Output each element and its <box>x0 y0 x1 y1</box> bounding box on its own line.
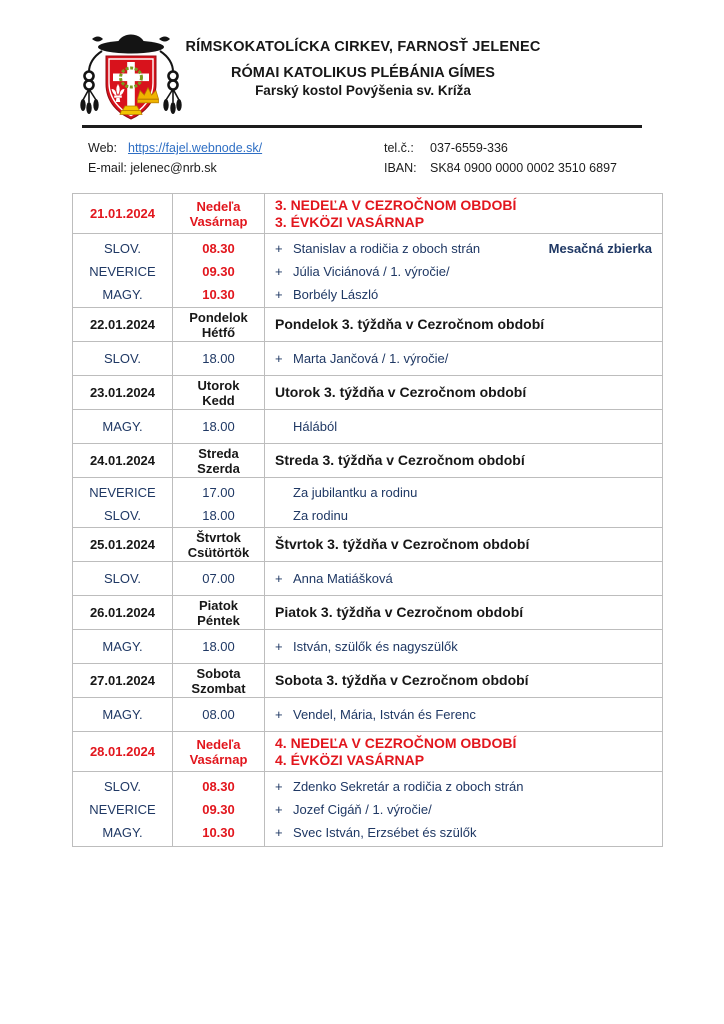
mass-intention: Vendel, Mária, István és Ferenc <box>293 707 476 722</box>
mass-intention: Hálából <box>293 419 338 434</box>
email-label: E-mail: <box>88 161 127 175</box>
iban-value: SK84 0900 0000 0002 3510 6897 <box>430 161 617 175</box>
schedule-day-header-row <box>73 308 662 342</box>
plus-sign: + <box>275 639 283 654</box>
plus-sign: + <box>275 779 283 794</box>
intention-cell <box>265 562 662 595</box>
place-cell <box>73 234 173 307</box>
schedule-day-header-row <box>73 444 662 478</box>
time-cell <box>173 234 265 307</box>
feast-title-sk: Štvrtok 3. týždňa v Cezročnom období <box>275 536 530 552</box>
schedule-mass-row <box>73 410 662 444</box>
mass-time: 10.30 <box>202 825 235 840</box>
tel-value: 037-6559-336 <box>430 141 508 155</box>
plus-sign: + <box>275 287 283 302</box>
mass-intention-line <box>265 481 662 504</box>
mass-intention: Stanislav a rodičia z oboch strán <box>293 241 481 256</box>
mass-time: 17.00 <box>202 485 235 500</box>
time-cell <box>173 478 265 527</box>
feast-title-sk: Streda 3. týždňa v Cezročnom období <box>275 452 525 468</box>
mass-time: 09.30 <box>202 802 235 817</box>
place-cell <box>73 772 173 846</box>
time-cell <box>173 772 265 846</box>
place-cell <box>73 478 173 527</box>
day-name-sk: Pondelok <box>189 309 248 325</box>
date-cell: 26.01.2024 <box>73 596 173 629</box>
mass-schedule-table <box>72 193 663 847</box>
plus-sign: + <box>275 264 283 279</box>
schedule-mass-row <box>73 772 662 846</box>
time-cell: 18.00 <box>173 630 265 663</box>
date-cell: 21.01.2024 <box>73 194 173 233</box>
mass-place: MAGY. <box>102 825 143 840</box>
plus-sign: + <box>275 825 283 840</box>
day-name-hu: Vasárnap <box>189 751 248 767</box>
time-cell: 18.00 <box>173 410 265 443</box>
mass-intention: Jozef Cigáň / 1. výročie/ <box>293 802 432 817</box>
day-name-sk: Sobota <box>196 665 241 681</box>
day-name-sk: Piatok <box>198 597 238 613</box>
date-cell: 23.01.2024 <box>73 376 173 409</box>
day-name-sk: Štvrtok <box>196 529 241 545</box>
parish-name-hungarian: RÓMAI KATOLIKUS PLÉBÁNIA GÍMES <box>231 65 495 81</box>
day-name-hu: Csütörtök <box>187 544 250 560</box>
place-cell: MAGY. <box>73 630 173 663</box>
feast-title-sk: Utorok 3. týždňa v Cezročnom období <box>275 384 527 400</box>
date-cell: 28.01.2024 <box>73 732 173 771</box>
mass-intention-line <box>265 260 662 283</box>
place-cell: SLOV. <box>73 562 173 595</box>
day-cell <box>173 596 265 629</box>
time-cell: 18.00 <box>173 342 265 375</box>
mass-intention: Za rodinu <box>293 508 348 523</box>
feast-title-sk: 3. NEDEĽA V CEZROČNOM OBDOBÍ <box>275 196 517 213</box>
place-cell: MAGY. <box>73 410 173 443</box>
feast-title-hu: 4. ÉVKÖZI VASÁRNAP <box>275 751 425 768</box>
mass-intention-line <box>265 237 662 260</box>
intention-cell <box>265 772 662 846</box>
feast-cell <box>265 528 662 561</box>
feast-title-hu: 3. ÉVKÖZI VASÁRNAP <box>275 213 425 230</box>
day-cell <box>173 194 265 233</box>
mass-place: NEVERICE <box>89 802 156 817</box>
day-name-hu: Hétfő <box>201 324 236 340</box>
intention-cell <box>265 630 662 663</box>
schedule-mass-row <box>73 478 662 528</box>
feast-title-sk: 4. NEDEĽA V CEZROČNOM OBDOBÍ <box>275 734 517 751</box>
feast-cell <box>265 376 662 409</box>
plus-sign: + <box>275 707 283 722</box>
day-cell <box>173 528 265 561</box>
schedule-day-header-row <box>73 664 662 698</box>
church-name: Farský kostol Povýšenia sv. Kríža <box>255 83 471 98</box>
mass-intention-line <box>265 798 662 821</box>
iban-label: IBAN: <box>384 161 417 175</box>
day-cell <box>173 444 265 477</box>
mass-intention: István, szülők és nagyszülők <box>293 639 458 654</box>
mass-intention: Zdenko Sekretár a rodičia z oboch strán <box>293 779 524 794</box>
mass-intention-line <box>265 283 662 306</box>
feast-cell <box>265 444 662 477</box>
schedule-mass-row <box>73 342 662 376</box>
place-cell: SLOV. <box>73 342 173 375</box>
plus-sign: + <box>275 802 283 817</box>
mass-place: MAGY. <box>102 287 143 302</box>
iban-line <box>384 158 617 178</box>
intention-cell <box>265 342 662 375</box>
mass-time: 18.00 <box>202 508 235 523</box>
intention-cell <box>265 698 662 731</box>
schedule-day-header-row <box>73 376 662 410</box>
mass-intention: Júlia Viciánová / 1. výročie/ <box>293 264 450 279</box>
intention-cell <box>265 410 662 443</box>
time-cell: 07.00 <box>173 562 265 595</box>
date-cell: 22.01.2024 <box>73 308 173 341</box>
plus-sign: + <box>275 241 283 256</box>
web-label: Web: <box>88 141 117 155</box>
time-cell: 08.00 <box>173 698 265 731</box>
contact-right-column <box>384 138 617 178</box>
mass-time: 10.30 <box>202 287 235 302</box>
mass-place: SLOV. <box>103 241 142 256</box>
mass-place: SLOV. <box>103 508 142 523</box>
day-name-hu: Vasárnap <box>189 213 248 229</box>
collection-note: Mesačná zbierka <box>548 241 652 256</box>
document-header <box>128 39 598 98</box>
mass-time: 09.30 <box>202 264 235 279</box>
day-name-hu: Péntek <box>197 612 240 628</box>
day-name-sk: Nedeľa <box>196 736 241 752</box>
feast-cell <box>265 194 662 233</box>
date-cell: 24.01.2024 <box>73 444 173 477</box>
schedule-day-header-row <box>73 732 662 772</box>
mass-place: SLOV. <box>103 779 142 794</box>
feast-title-sk: Pondelok 3. týždňa v Cezročnom období <box>275 316 545 332</box>
plus-sign: + <box>275 571 283 586</box>
feast-cell <box>265 664 662 697</box>
mass-intention: Borbély László <box>293 287 379 302</box>
schedule-day-header-row <box>73 528 662 562</box>
mass-intention-line <box>265 775 662 798</box>
mass-time: 08.30 <box>202 241 235 256</box>
mass-place: NEVERICE <box>89 485 156 500</box>
schedule-mass-row <box>73 630 662 664</box>
mass-intention-line <box>265 504 662 527</box>
place-cell: MAGY. <box>73 698 173 731</box>
header-divider <box>82 125 642 128</box>
feast-cell <box>265 308 662 341</box>
intention-cell <box>265 234 662 307</box>
day-name-hu: Szombat <box>191 680 246 696</box>
mass-intention-line <box>265 821 662 844</box>
mass-time: 08.30 <box>202 779 235 794</box>
website-link[interactable]: https://fajel.webnode.sk/ <box>128 141 263 155</box>
feast-title-sk: Piatok 3. týždňa v Cezročnom období <box>275 604 524 620</box>
day-name-hu: Szerda <box>197 460 240 476</box>
date-cell: 27.01.2024 <box>73 664 173 697</box>
tel-label: tel.č.: <box>384 141 414 155</box>
schedule-mass-row <box>73 698 662 732</box>
mass-intention: Marta Jančová / 1. výročie/ <box>293 351 449 366</box>
mass-intention: Svec István, Erzsébet és szülők <box>293 825 477 840</box>
contact-left-column <box>88 138 262 178</box>
day-cell <box>173 308 265 341</box>
mass-place: NEVERICE <box>89 264 156 279</box>
day-cell <box>173 732 265 771</box>
schedule-mass-row <box>73 562 662 596</box>
mass-intention: Za jubilantku a rodinu <box>293 485 418 500</box>
day-cell <box>173 376 265 409</box>
day-cell <box>173 664 265 697</box>
mass-intention: Anna Matiášková <box>293 571 393 586</box>
feast-cell <box>265 596 662 629</box>
date-cell: 25.01.2024 <box>73 528 173 561</box>
email-value: jelenec@nrb.sk <box>130 161 217 175</box>
schedule-mass-row <box>73 234 662 308</box>
intention-cell <box>265 478 662 527</box>
day-name-sk: Nedeľa <box>196 198 241 214</box>
day-name-sk: Streda <box>198 445 239 461</box>
web-line <box>88 138 262 158</box>
day-name-hu: Kedd <box>202 392 235 408</box>
schedule-day-header-row <box>73 194 662 234</box>
schedule-day-header-row <box>73 596 662 630</box>
plus-sign: + <box>275 351 283 366</box>
feast-cell <box>265 732 662 771</box>
email-line <box>88 158 262 178</box>
feast-title-sk: Sobota 3. týždňa v Cezročnom období <box>275 672 529 688</box>
day-name-sk: Utorok <box>197 377 240 393</box>
parish-name-slovak: RÍMSKOKATOLÍCKA CIRKEV, FARNOSŤ JELENEC <box>185 39 541 55</box>
tel-line <box>384 138 617 158</box>
